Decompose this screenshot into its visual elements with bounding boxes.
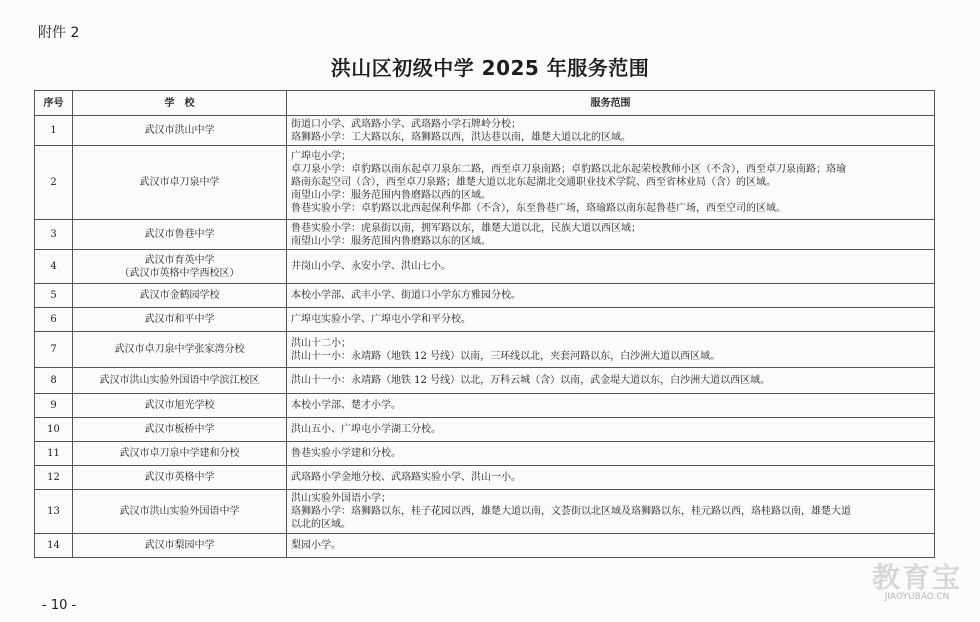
school-name [73, 250, 287, 284]
service-scope [287, 418, 935, 442]
header-no: 序号 [35, 91, 73, 116]
school-name-line: 武汉市洪山实验外国语中学滨江校区 [99, 375, 260, 386]
table-row [35, 466, 935, 490]
school-name [73, 418, 287, 442]
row-number: 4 [35, 250, 73, 284]
scope-line: 南望山小学：服务范围内鲁磨路以西的区域。 [291, 190, 491, 201]
service-scope [287, 332, 935, 368]
scope-line: 珞狮路小学：珞狮路以东，桂子花园以西，雄楚大道以南，文荟街以北区域及珞狮路以东，桂元路以西，珞桂路以南，雄楚大道 [291, 506, 851, 517]
service-scope [287, 146, 935, 220]
school-name [73, 220, 287, 250]
scope-line: 南望山小学：服务范围内鲁磨路以东的区域。 [291, 235, 491, 247]
row-number: 2 [35, 146, 73, 220]
row-number: 8 [35, 368, 73, 394]
table-row [35, 332, 935, 368]
school-name [73, 308, 287, 332]
school-name [73, 146, 287, 220]
service-scope [287, 534, 935, 558]
scope-line: 梨园小学。 [291, 540, 341, 551]
scope-line: 广埠屯小学； [291, 151, 351, 162]
table-row [35, 250, 935, 284]
table-body [35, 116, 935, 558]
table-row [35, 146, 935, 220]
school-name-line: 武汉市英格中学 [144, 472, 215, 483]
row-number: 13 [35, 490, 73, 534]
table-row [35, 418, 935, 442]
header-school: 学 校 [73, 91, 287, 116]
scope-line: 本校小学部、楚才小学。 [291, 400, 401, 411]
table-row [35, 308, 935, 332]
table-row [35, 220, 935, 250]
service-scope [287, 466, 935, 490]
table-row [35, 394, 935, 418]
school-name-line: 武汉市和平中学 [144, 314, 215, 325]
row-number: 7 [35, 332, 73, 368]
watermark-main: 教育宝 [871, 561, 962, 594]
table-row [35, 442, 935, 466]
school-name-line: 武汉市卓刀泉中学 [139, 177, 220, 188]
header-scope: 服务范围 [287, 91, 935, 116]
school-name-line: 武汉市旭光学校 [144, 400, 215, 411]
school-name [73, 442, 287, 466]
school-name [73, 368, 287, 394]
table-header-row [35, 91, 935, 116]
document-title: 洪山区初级中学 2025 年服务范围 [330, 56, 650, 80]
school-name [73, 534, 287, 558]
school-name-line: 武汉市洪山实验外国语中学 [119, 506, 240, 517]
row-number: 3 [35, 220, 73, 250]
attachment-label: 附件 2 [38, 25, 80, 41]
service-scope-table [34, 90, 935, 558]
scope-line: 洪山十一小：永靖路（地铁 12 号线）以南，三环线以北，夹套河路以东，白沙洲大道以西区域。 [291, 350, 721, 362]
service-scope [287, 284, 935, 308]
scope-line: 街道口小学、武珞路小学、武珞路小学石牌岭分校； [291, 118, 521, 130]
scope-line: 洪山实验外国语小学； [291, 493, 391, 504]
school-name [73, 332, 287, 368]
table-row [35, 284, 935, 308]
school-name-line: 武汉市梨园中学 [144, 540, 215, 551]
service-scope [287, 220, 935, 250]
scope-line: 洪山五小、广埠屯小学湖工分校。 [291, 424, 441, 435]
scope-line: 以北的区域。 [291, 519, 351, 530]
row-number: 9 [35, 394, 73, 418]
school-name [73, 394, 287, 418]
table-row [35, 534, 935, 558]
service-scope [287, 250, 935, 284]
school-name-line: 武汉市育英中学 [144, 254, 215, 266]
watermark-sub: JIAOYUBAO.CN [884, 592, 950, 602]
row-number: 10 [35, 418, 73, 442]
scope-line: 本校小学部、武丰小学、街道口小学东方雅园分校。 [291, 290, 521, 301]
school-name [73, 490, 287, 534]
row-number: 14 [35, 534, 73, 558]
scope-line: 卓刀泉小学：卓豹路以南东起卓刀泉东二路，西至卓刀泉南路；卓豹路以北东起荣校教师小区（不含），西至卓刀泉南路；珞瑜 [291, 164, 846, 175]
row-number: 5 [35, 284, 73, 308]
service-scope [287, 368, 935, 394]
table-row [35, 116, 935, 146]
service-scope [287, 490, 935, 534]
row-number: 12 [35, 466, 73, 490]
school-name-line: 武汉市卓刀泉中学建和分校 [119, 448, 240, 459]
scope-line: 洪山十一小：永靖路（地铁 12 号线）以北，万科云城（含）以南，武金堤大道以东，白沙洲大道以西区域。 [291, 375, 771, 386]
scope-line: 珞狮路小学：工大路以东，珞狮路以西，洪达巷以南，雄楚大道以北的区域。 [291, 131, 631, 143]
row-number: 11 [35, 442, 73, 466]
scope-line: 广埠屯实验小学、广埠屯小学和平分校。 [291, 314, 471, 325]
scope-line: 井岗山小学、永安小学、洪山七小。 [291, 261, 451, 272]
school-name-line: 武汉市卓刀泉中学张家湾分校 [114, 344, 245, 355]
service-scope [287, 442, 935, 466]
scope-line: 鲁巷实验小学：虎泉街以南，拥军路以东，雄楚大道以北，民族大道以西区域； [291, 222, 641, 234]
watermark-logo [872, 556, 962, 602]
scope-line: 洪山十二小； [291, 337, 351, 349]
row-number: 1 [35, 116, 73, 146]
service-scope [287, 308, 935, 332]
school-name [73, 284, 287, 308]
school-name-line: 武汉市板桥中学 [144, 424, 215, 435]
scope-line: 路南东起空司（含），西至卓刀泉路；雄楚大道以北东起湖北交通职业技术学院、西至省林业局（含）的区域。 [291, 177, 776, 188]
school-name-line: 武汉市洪山中学 [144, 125, 215, 136]
school-name-line: （武汉市英格中学西校区） [119, 267, 240, 279]
table-row [35, 490, 935, 534]
school-name-line: 武汉市鲁巷中学 [144, 229, 215, 240]
service-scope [287, 116, 935, 146]
service-scope [287, 394, 935, 418]
page-number: - 10 - [42, 598, 77, 613]
table-row [35, 368, 935, 394]
school-name-line: 武汉市金鹤园学校 [139, 290, 220, 301]
school-name [73, 116, 287, 146]
scope-line: 武珞路小学金地分校、武珞路实验小学、洪山一小。 [291, 472, 521, 483]
scope-line: 鲁巷实验小学：卓豹路以北西起保利华都（不含），东至鲁巷广场，珞瑜路以南东起鲁巷广场，西至空司的区域。 [291, 203, 786, 214]
row-number: 6 [35, 308, 73, 332]
school-name [73, 466, 287, 490]
scope-line: 鲁巷实验小学建和分校。 [291, 448, 401, 459]
